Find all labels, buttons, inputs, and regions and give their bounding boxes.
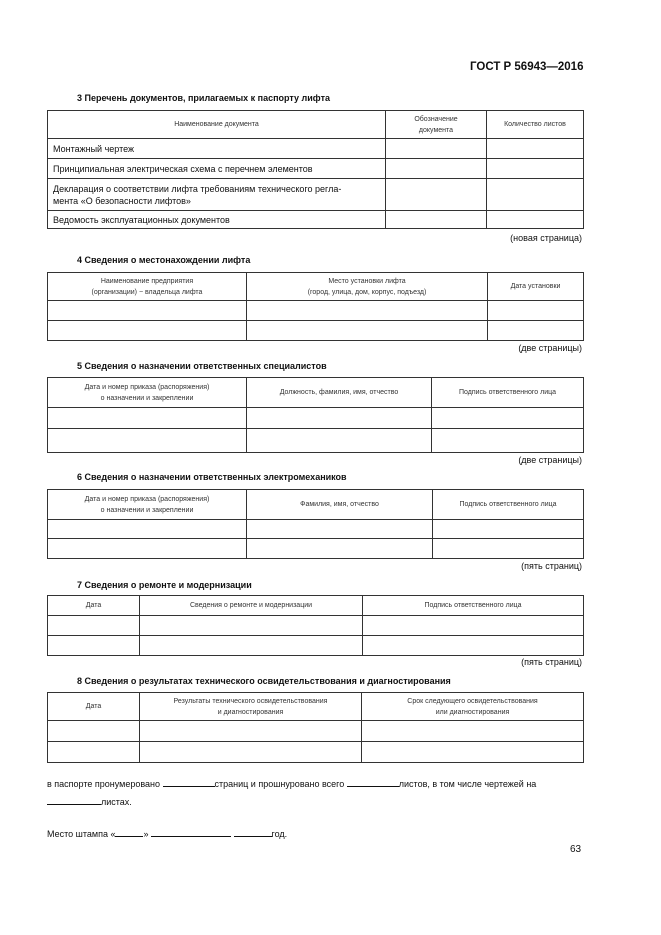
table-cell[interactable] xyxy=(487,179,584,211)
page-count-note: (две страницы) xyxy=(518,455,582,465)
documents-table xyxy=(47,110,584,229)
column-header: Дата установки xyxy=(488,273,584,301)
electromechanics-table xyxy=(47,489,584,559)
section-5-title: 5 Сведения о назначении ответственных специалистов xyxy=(77,361,327,371)
column-header: Результаты технического освидетельствования и диагностирования xyxy=(140,693,362,721)
table-cell[interactable] xyxy=(48,321,247,341)
table-row xyxy=(48,721,584,742)
numbering-statement xyxy=(47,776,536,789)
table-cell[interactable] xyxy=(247,520,433,539)
table-cell[interactable] xyxy=(48,721,140,742)
table-row xyxy=(48,139,584,159)
column-header: Сведения о ремонте и модернизации xyxy=(140,596,363,616)
location-table xyxy=(47,272,584,341)
column-header: Подпись ответственного лица xyxy=(363,596,584,616)
section-6-title: 6 Сведения о назначении ответственных электромехаников xyxy=(77,472,347,482)
table-cell[interactable] xyxy=(386,211,487,229)
table-cell[interactable] xyxy=(48,408,247,429)
column-header: Должность, фамилия, имя, отчество xyxy=(247,378,432,408)
table-cell[interactable] xyxy=(140,742,362,763)
document-name-cell: Принципиальная электрическая схема с перечнем элементов xyxy=(48,159,386,179)
column-header: Дата xyxy=(48,693,140,721)
drawings-count-blank[interactable] xyxy=(47,794,101,805)
year-blank[interactable] xyxy=(234,826,272,837)
stamp-label: » xyxy=(143,829,149,839)
column-header: Срок следующего освидетельствования или диагностирования xyxy=(362,693,584,721)
column-header: Количество листов xyxy=(487,111,584,139)
table-cell[interactable] xyxy=(247,301,488,321)
table-cell[interactable] xyxy=(487,139,584,159)
table-cell[interactable] xyxy=(433,539,584,559)
table-cell[interactable] xyxy=(247,408,432,429)
specialists-table xyxy=(47,377,584,453)
stamp-label: год. xyxy=(271,829,288,839)
column-header: Наименование документа xyxy=(48,111,386,139)
table-cell[interactable] xyxy=(386,159,487,179)
column-header: Подпись ответственного лица xyxy=(432,378,584,408)
sheets-count-blank[interactable] xyxy=(347,776,399,787)
day-blank[interactable] xyxy=(115,826,143,837)
document-code: ГОСТ Р 56943—2016 xyxy=(470,61,584,73)
table-cell[interactable] xyxy=(247,429,432,453)
column-header: Дата и номер приказа (распоряжения) о назначении и закреплении xyxy=(48,378,247,408)
table-cell[interactable] xyxy=(362,721,584,742)
table-cell[interactable] xyxy=(362,742,584,763)
table-cell[interactable] xyxy=(487,211,584,229)
page-number: 63 xyxy=(570,844,582,855)
table-cell[interactable] xyxy=(432,408,584,429)
table-cell[interactable] xyxy=(140,721,362,742)
table-cell[interactable] xyxy=(488,321,584,341)
table-row xyxy=(48,211,584,229)
table-cell[interactable] xyxy=(488,301,584,321)
page-count-note: (пять страниц) xyxy=(521,657,582,667)
table-row xyxy=(48,179,584,211)
column-header: Подпись ответственного лица xyxy=(433,490,584,520)
drawings-statement xyxy=(47,794,132,807)
table-cell[interactable] xyxy=(363,636,584,656)
table-cell[interactable] xyxy=(433,520,584,539)
table-row xyxy=(48,520,584,539)
table-cell[interactable] xyxy=(140,616,363,636)
table-cell[interactable] xyxy=(48,636,140,656)
table-row xyxy=(48,429,584,453)
table-cell[interactable] xyxy=(247,321,488,341)
table-cell[interactable] xyxy=(48,301,247,321)
pages-count-blank[interactable] xyxy=(163,776,215,787)
table-cell[interactable] xyxy=(487,159,584,179)
page-count-note: (две страницы) xyxy=(518,343,582,353)
section-4-title: 4 Сведения о местонахождении лифта xyxy=(77,255,251,265)
table-cell[interactable] xyxy=(48,429,247,453)
table-row xyxy=(48,408,584,429)
table-cell[interactable] xyxy=(386,179,487,211)
table-cell[interactable] xyxy=(48,520,247,539)
month-blank[interactable] xyxy=(151,826,231,837)
numbering-text: листах. xyxy=(101,797,132,807)
table-row xyxy=(48,539,584,559)
column-header: Дата и номер приказа (распоряжения) о назначении и закреплении xyxy=(48,490,247,520)
table-row xyxy=(48,321,584,341)
page-count-note: (новая страница) xyxy=(510,233,582,243)
numbering-text: листов, в том числе чертежей на xyxy=(398,779,537,789)
document-name-cell: Декларация о соответствии лифта требованиям технического регла- мента «О безопасности лифтов» xyxy=(48,179,386,211)
numbering-text: страниц и прошнуровано всего xyxy=(214,779,345,789)
section-7-title: 7 Сведения о ремонте и модернизации xyxy=(77,580,252,590)
table-row xyxy=(48,636,584,656)
page-count-note: (пять страниц) xyxy=(521,561,582,571)
table-cell[interactable] xyxy=(48,616,140,636)
table-row xyxy=(48,159,584,179)
inspection-table xyxy=(47,692,584,763)
repair-table xyxy=(47,595,584,656)
table-cell[interactable] xyxy=(247,539,433,559)
table-cell[interactable] xyxy=(48,539,247,559)
table-row xyxy=(48,301,584,321)
table-row xyxy=(48,616,584,636)
stamp-label: Место штампа « xyxy=(47,829,116,839)
stamp-place xyxy=(47,826,287,839)
table-cell[interactable] xyxy=(48,742,140,763)
table-cell[interactable] xyxy=(363,616,584,636)
table-cell[interactable] xyxy=(386,139,487,159)
column-header: Фамилия, имя, отчество xyxy=(247,490,433,520)
section-3-title: 3 Перечень документов, прилагаемых к паспорту лифта xyxy=(77,93,330,103)
column-header: Место установки лифта (город, улица, дом, корпус, подъезд) xyxy=(247,273,488,301)
column-header: Дата xyxy=(48,596,140,616)
table-cell[interactable] xyxy=(432,429,584,453)
numbering-text: в паспорте пронумеровано xyxy=(47,779,160,789)
table-cell[interactable] xyxy=(140,636,363,656)
section-8-title: 8 Сведения о результатах технического освидетельствования и диагностирования xyxy=(77,676,451,686)
column-header: Наименование предприятия (организации) − владельца лифта xyxy=(48,273,247,301)
table-row xyxy=(48,742,584,763)
column-header: Обозначение документа xyxy=(386,111,487,139)
document-name-cell: Ведомость эксплуатационных документов xyxy=(48,211,386,229)
document-name-cell: Монтажный чертеж xyxy=(48,139,386,159)
